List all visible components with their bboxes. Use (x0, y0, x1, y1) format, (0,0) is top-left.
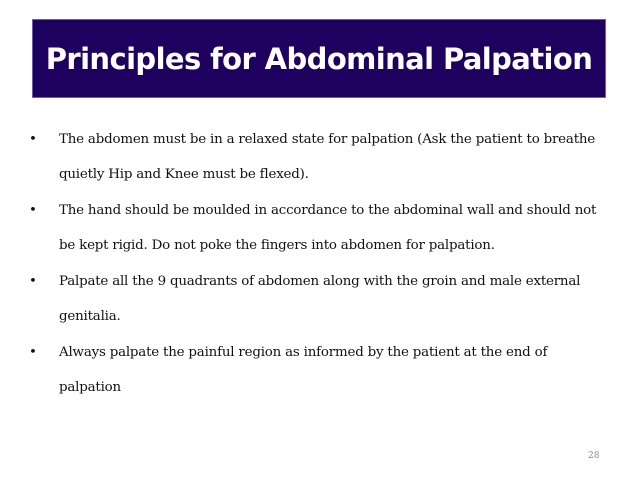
bullet-text: The abdomen must be in a relaxed state for palpation (Ask the patient to breathe quietly Hip and Knee must be flexed). (59, 132, 596, 182)
page-number: 28 (588, 451, 600, 461)
slide-title: Principles for Abdominal Palpation (45, 41, 593, 76)
bullet-list (26, 122, 606, 406)
bullet-icon: • (29, 274, 37, 289)
title-banner (32, 19, 606, 98)
list-item (26, 335, 606, 405)
bullet-icon: • (29, 345, 37, 360)
bullet-icon: • (29, 203, 37, 218)
bullet-text: The hand should be moulded in accordance to the abdominal wall and should not be kept rigid. Do not poke the fingers into abdomen for palpation. (59, 203, 597, 253)
list-item (26, 264, 606, 334)
list-item (26, 193, 606, 263)
bullet-text: Palpate all the 9 quadrants of abdomen along with the groin and male external genitalia. (59, 274, 581, 324)
bullet-icon: • (29, 132, 37, 147)
list-item (26, 122, 606, 192)
bullet-text: Always palpate the painful region as informed by the patient at the end of palpation (59, 345, 548, 395)
